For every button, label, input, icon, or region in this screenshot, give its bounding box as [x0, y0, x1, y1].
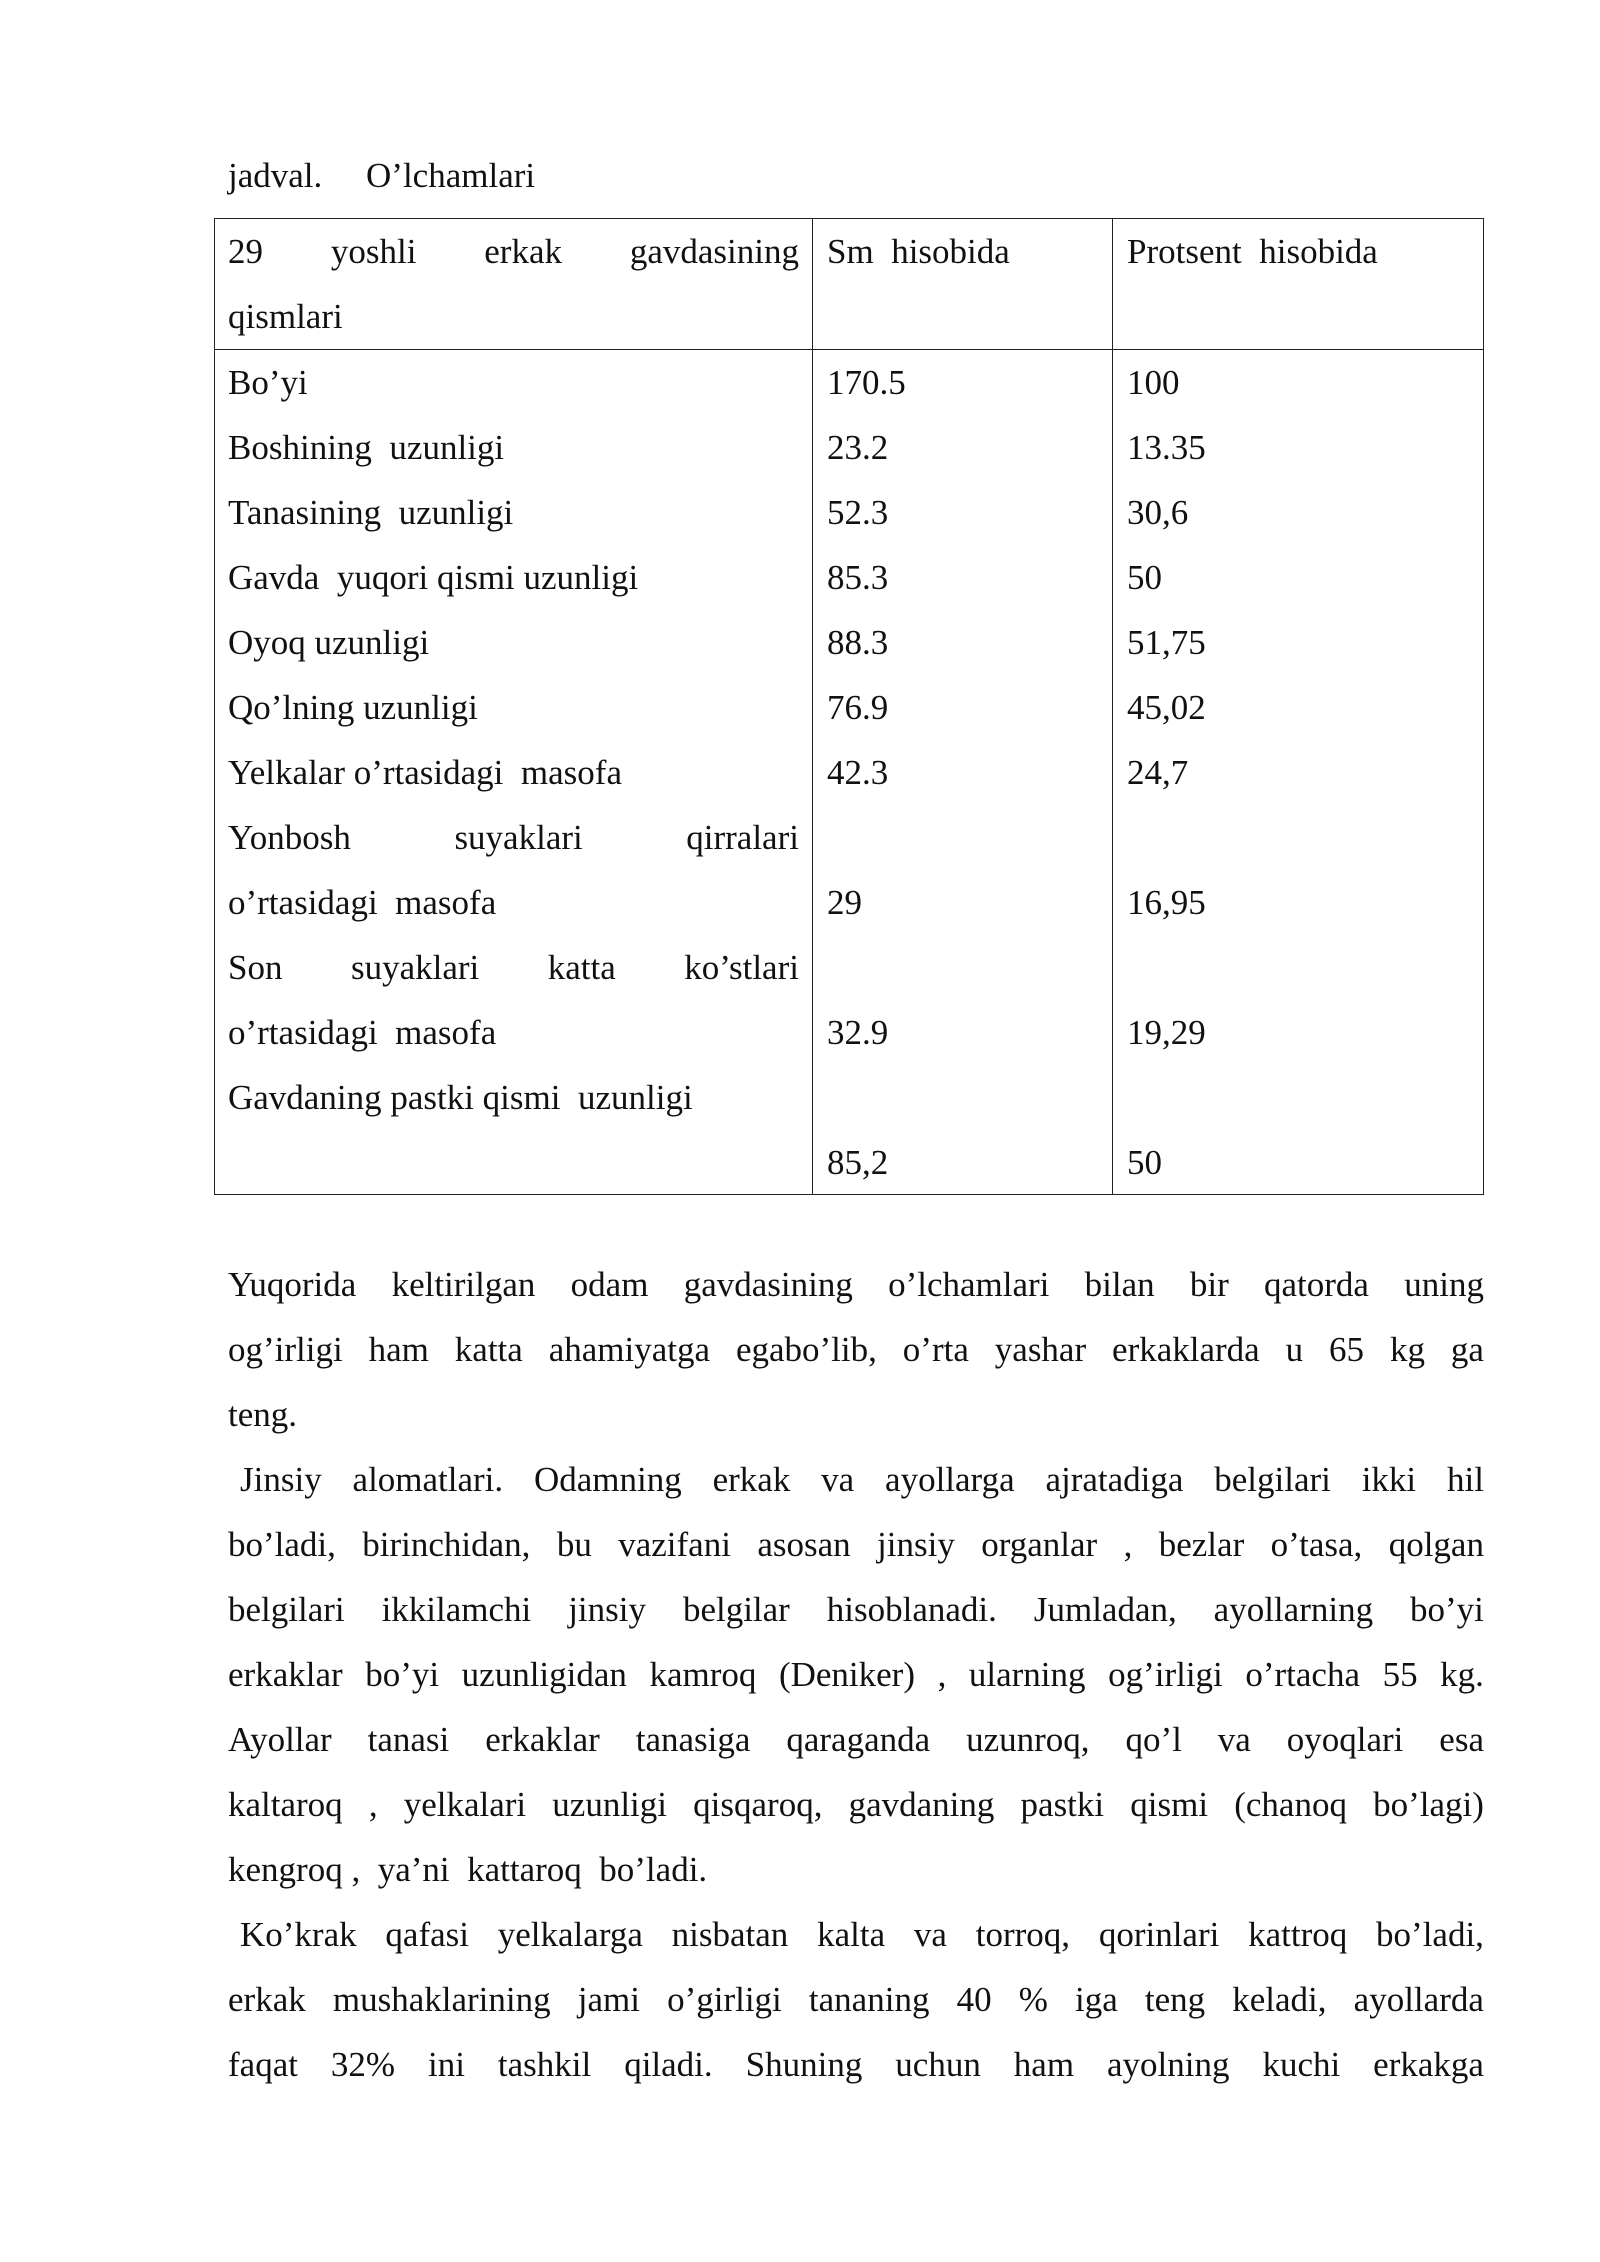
- text-line: erkaklar bo’yi uzunligidan kamroq (Deniker) , ularning og’irligi o’rtacha 55 kg.: [228, 1655, 1484, 1694]
- text-line: Jinsiy alomatlari. Odamning erkak va ayollarga ajratadiga belgilari ikki hil: [240, 1460, 1484, 1499]
- row-label: Oyoq uzunligi: [228, 623, 430, 662]
- row-sm-value: 42.3: [827, 753, 889, 792]
- row-sm-value: 85.3: [827, 558, 889, 597]
- row-pastki-pct-value: 50: [1127, 1143, 1162, 1182]
- row-pastki-sm-value: 85,2: [827, 1143, 889, 1182]
- row-pct-value: 45,02: [1127, 688, 1206, 727]
- text-line: kengroq , ya’ni kattaroq bo’ladi.: [228, 1850, 708, 1889]
- text-line: og’irligi ham katta ahamiyatga egabo’lib, o’rta yashar erkaklarda u 65 kg ga: [228, 1330, 1484, 1369]
- row-label: Yelkalar o’rtasidagi masofa: [228, 753, 622, 792]
- row-yonbosh-label-line1: Yonbosh suyaklari qirralari: [228, 818, 799, 857]
- row-pct-value: 30,6: [1127, 493, 1189, 532]
- row-son-sm-value: 32.9: [827, 1013, 889, 1052]
- paragraph-chest-muscles: [228, 1902, 1484, 2097]
- table-column-divider-2: [1112, 219, 1113, 1194]
- text-line: Ko’krak qafasi yelkalarga nisbatan kalta va torroq, qorinlari kattroq bo’ladi,: [240, 1915, 1484, 1954]
- row-pastki-label: Gavdaning pastki qismi uzunligi: [228, 1078, 693, 1117]
- text-line: Ayollar tanasi erkaklar tanasiga qaraganda uzunroq, qo’l va oyoqlari esa: [228, 1720, 1484, 1759]
- text-line: kaltaroq , yelkalari uzunligi qisqaroq, gavdaning pastki qismi (chanoq bo’lagi): [228, 1785, 1484, 1824]
- row-pct-value: 51,75: [1127, 623, 1206, 662]
- row-sm-value: 23.2: [827, 428, 889, 467]
- row-pct-value: 13.35: [1127, 428, 1206, 467]
- text-line: faqat 32% ini tashkil qiladi. Shuning uchun ham ayolning kuchi erkakga: [228, 2045, 1484, 2084]
- table-caption: jadval. O’lchamlari: [228, 156, 536, 195]
- row-sm-value: 88.3: [827, 623, 889, 662]
- row-yonbosh-label-line2: o’rtasidagi masofa: [228, 883, 497, 922]
- row-sm-value: 170.5: [827, 363, 906, 402]
- row-label: Tanasining uzunligi: [228, 493, 514, 532]
- paragraph-weight: [228, 1252, 1484, 1447]
- row-sm-value: 52.3: [827, 493, 889, 532]
- text-line: Yuqorida keltirilgan odam gavdasining o’lchamlari bilan bir qatorda uning: [228, 1265, 1484, 1304]
- row-son-label-line2: o’rtasidagi masofa: [228, 1013, 497, 1052]
- row-yonbosh-pct-value: 16,95: [1127, 883, 1206, 922]
- text-line: teng.: [228, 1395, 298, 1434]
- measurements-table: [214, 218, 1484, 1195]
- header-col3: Protsent hisobida: [1127, 232, 1378, 271]
- row-yonbosh-sm-value: 29: [827, 883, 862, 922]
- row-pct-value: 50: [1127, 558, 1162, 597]
- paragraph-sex-traits: [228, 1447, 1484, 1902]
- row-label: Gavda yuqori qismi uzunligi: [228, 558, 639, 597]
- table-column-divider-1: [812, 219, 813, 1194]
- header-col2: Sm hisobida: [827, 232, 1010, 271]
- row-label: Qo’lning uzunligi: [228, 688, 478, 727]
- row-pct-value: 24,7: [1127, 753, 1189, 792]
- text-line: belgilari ikkilamchi jinsiy belgilar hisoblanadi. Jumladan, ayollarning bo’yi: [228, 1590, 1484, 1629]
- row-pct-value: 100: [1127, 363, 1180, 402]
- header-col1-line1: 29 yoshli erkak gavdasining: [228, 232, 799, 271]
- text-line: bo’ladi, birinchidan, bu vazifani asosan jinsiy organlar , bezlar o’tasa, qolgan: [228, 1525, 1484, 1564]
- row-son-pct-value: 19,29: [1127, 1013, 1206, 1052]
- row-label: Boshining uzunligi: [228, 428, 505, 467]
- row-son-label-line1: Son suyaklari katta ko’stlari: [228, 948, 799, 987]
- header-col1-line2: qismlari: [228, 297, 343, 336]
- row-label: Bo’yi: [228, 363, 308, 402]
- text-line: erkak mushaklarining jami o’girligi tananing 40 % iga teng keladi, ayollarda: [228, 1980, 1484, 2019]
- row-sm-value: 76.9: [827, 688, 889, 727]
